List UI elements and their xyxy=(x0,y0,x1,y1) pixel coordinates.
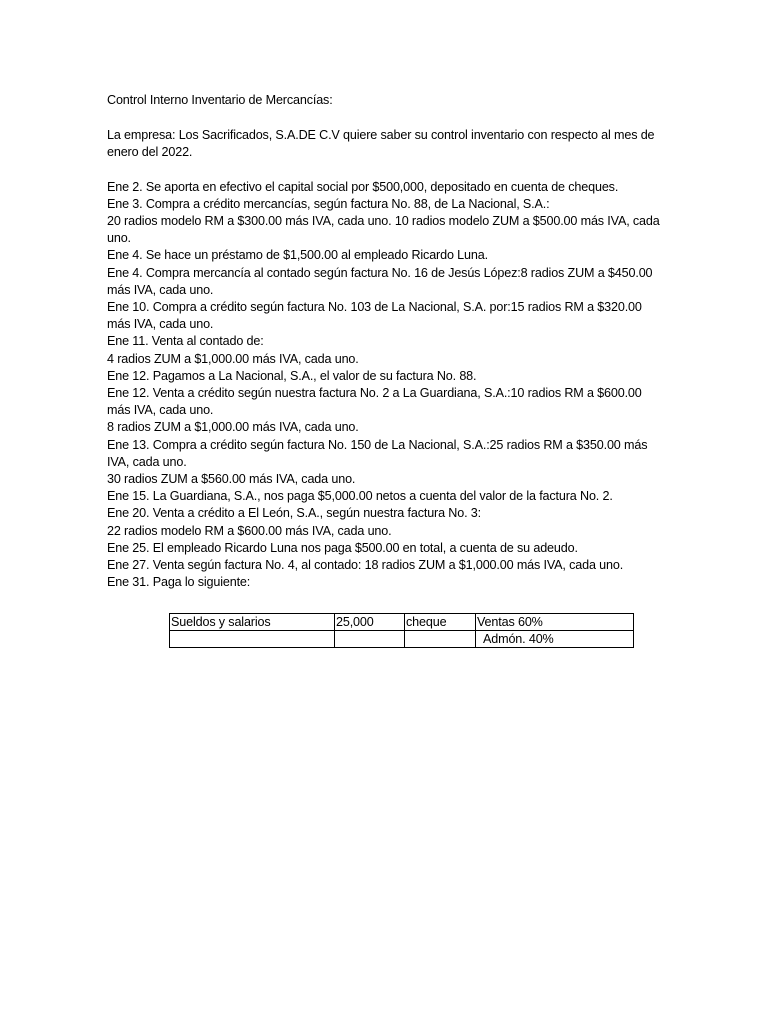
entry-line: 22 radios modelo RM a $600.00 más IVA, cada uno. xyxy=(107,523,392,538)
table-cell: Ventas 60% xyxy=(476,614,634,631)
table-row xyxy=(170,631,634,648)
table-cell: Sueldos y salarios xyxy=(170,614,335,631)
entry-line: 30 radios ZUM a $560.00 más IVA, cada uno. xyxy=(107,472,356,487)
intro-paragraph: La empresa: Los Sacrificados, S.A.DE C.V quiere saber su control inventario con respecto al mes de enero del 2022. xyxy=(107,127,655,159)
entry-line: Ene 27. Venta según factura No. 4, al contado: 18 radios ZUM a $1,000.00 más IVA, cada uno. xyxy=(107,558,624,573)
entry-line: 4 radios ZUM a $1,000.00 más IVA, cada uno. xyxy=(107,351,359,366)
entry-line: Ene 31. Paga lo siguiente: xyxy=(107,575,251,590)
table-cell: Admón. 40% xyxy=(476,631,634,648)
entry-line: Ene 13. Compra a crédito según factura No. 150 de La Nacional, S.A.:25 radios RM a $350.00 más IVA, cada uno. xyxy=(107,437,648,469)
entry-line: Ene 25. El empleado Ricardo Luna nos paga $500.00 en total, a cuenta de su adeudo. xyxy=(107,540,578,555)
entry-line: Ene 12. Venta a crédito según nuestra factura No. 2 a La Guardiana, S.A.:10 radios RM a $600.00 más IVA, cada uno. xyxy=(107,386,642,418)
table-cell xyxy=(170,631,335,648)
table-cell xyxy=(335,631,405,648)
entry-line: Ene 20. Venta a crédito a El León, S.A., según nuestra factura No. 3: xyxy=(107,506,482,521)
entry-line: Ene 2. Se aporta en efectivo el capital social por $500,000, depositado en cuenta de cheques. xyxy=(107,179,619,194)
document-title: Control Interno Inventario de Mercancías: xyxy=(107,93,333,107)
entry-line: Ene 12. Pagamos a La Nacional, S.A., el valor de su factura No. 88. xyxy=(107,368,477,383)
entry-line: 20 radios modelo RM a $300.00 más IVA, cada uno. 10 radios modelo ZUM a $500.00 más IVA, cada uno. xyxy=(107,214,660,246)
table-cell: 25,000 xyxy=(335,614,405,631)
table-cell: cheque xyxy=(405,614,476,631)
payment-table xyxy=(169,613,634,648)
entry-line: Ene 15. La Guardiana, S.A., nos paga $5,000.00 netos a cuenta del valor de la factura No. 2. xyxy=(107,489,613,504)
entry-line: Ene 4. Se hace un préstamo de $1,500.00 al empleado Ricardo Luna. xyxy=(107,248,488,263)
entry-line: Ene 4. Compra mercancía al contado según factura No. 16 de Jesús López:8 radios ZUM a $450.00 más IVA, cada uno. xyxy=(107,265,653,297)
table-row xyxy=(170,614,634,631)
entry-line: Ene 10. Compra a crédito según factura No. 103 de La Nacional, S.A. por:15 radios RM a $320.00 más IVA, cada uno. xyxy=(107,300,642,332)
document-body xyxy=(107,92,667,591)
entry-line: Ene 3. Compra a crédito mercancías, según factura No. 88, de La Nacional, S.A.: xyxy=(107,196,550,211)
entry-line: Ene 11. Venta al contado de: xyxy=(107,334,264,349)
entry-line: 8 radios ZUM a $1,000.00 más IVA, cada uno. xyxy=(107,420,359,435)
table-cell xyxy=(405,631,476,648)
entries-list xyxy=(107,179,667,592)
